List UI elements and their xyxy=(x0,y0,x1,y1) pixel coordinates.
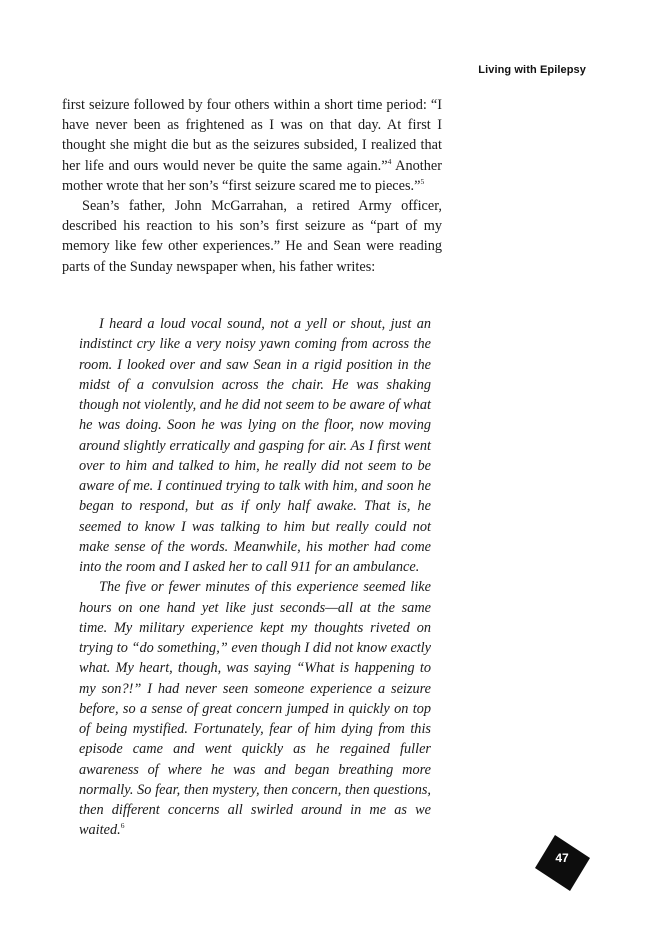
endnote-ref: 4 xyxy=(387,156,392,166)
quote-paragraph: I heard a loud vocal sound, not a yell or shout, just an indistinct cry like a very noisy yawn coming from across the room. I looked over and saw Sean in a rigid position in the midst of a convulsion across the chair. He was shaking though not violently, and he did not seem to be aware of what he was doing. Soon he was lying on the floor, now moving around slightly erratically and gasping for air. As I first went over to him and talked to him, he really did not seem to be aware of me. I continued trying to talk with him, and soon he began to respond, but as if only half awake. That is, he seemed to know I was talking to him but really could not make sense of the words. Meanwhile, his mother had come into the room and I asked her to call 911 for an ambulance. xyxy=(79,316,431,575)
paragraph-text: first seizure followed by four others within a short time period: “I have never been as frightened as I was on that day. At first I thought she might die but as the seizures subsided, I realized that her life and ours would never be quite the same again.” xyxy=(62,97,442,174)
quote-paragraph xyxy=(79,577,431,840)
page-number-badge xyxy=(533,834,591,892)
page-number: 47 xyxy=(555,851,569,865)
body-text xyxy=(62,95,442,277)
paragraph: Sean’s father, John McGarrahan, a retired Army officer, described his reaction to his son’s first seizure as “part of my memory like few other experiences.” He and Sean were reading parts of the Sunday newspaper when, his father writes: xyxy=(62,198,442,275)
paragraph-text: Another mother wrote that her son’s “first seizure scared me to pieces.” xyxy=(62,157,442,194)
block-quote xyxy=(79,314,431,841)
running-header: Living with Epilepsy xyxy=(478,64,586,76)
paragraph xyxy=(62,95,442,196)
endnote-ref: 6 xyxy=(120,821,125,831)
endnote-ref: 5 xyxy=(420,176,425,186)
quote-text: The five or fewer minutes of this experience seemed like hours on one hand yet like just seconds—all at the same time. My military experience kept my thoughts riveted on trying to “do something,” even though I did not know exactly what. My heart, though, was saying “What is happening to my son?!” I had never seen someone experience a seizure before, so a sense of great concern jumped in quickly on top of being mystified. Fortunately, fear of him dying from this episode came and went quickly as he regained fuller awareness of where he was and began breathing more normally. So fear, then mystery, then concern, then questions, then different concerns all swirled around in me as we waited. xyxy=(79,579,431,839)
